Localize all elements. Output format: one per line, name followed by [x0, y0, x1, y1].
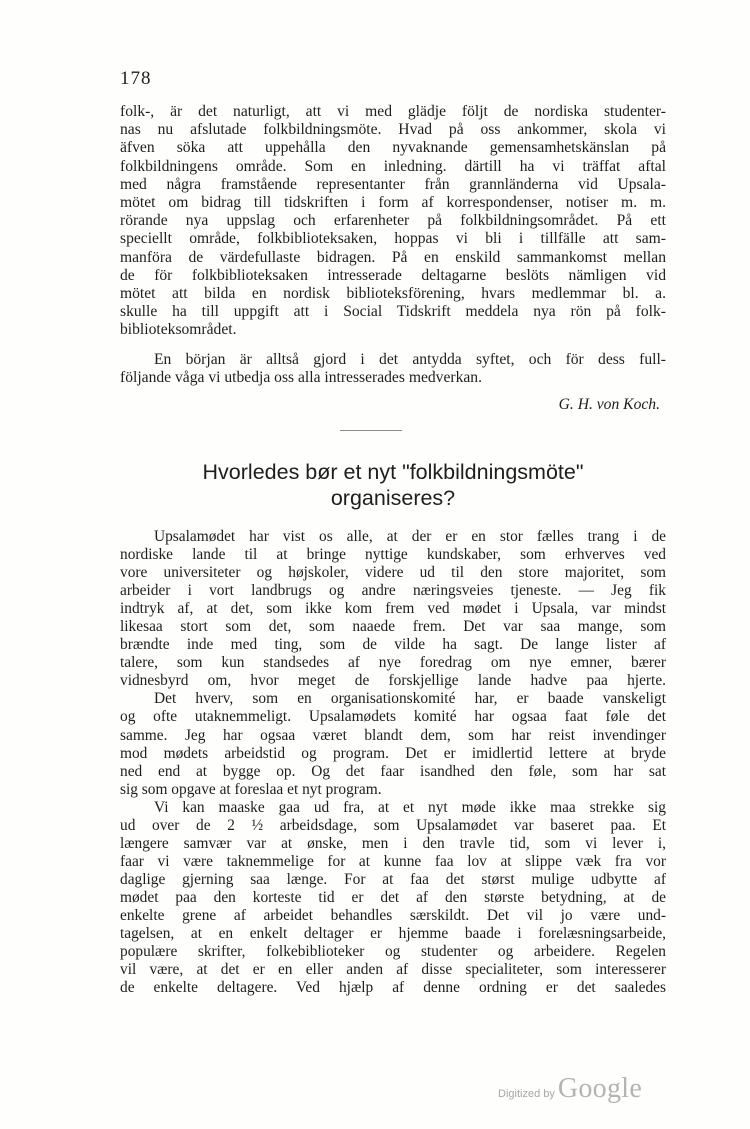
article-heading: [120, 459, 666, 511]
text-line: mod mødets arbeidstid og program. Det er imidlertid lettere at bryde: [120, 744, 666, 762]
text-line: folkbildningens område. Som en inledning. därtill ha vi träffat aftal: [120, 157, 666, 175]
text-line: mødet paa den korteste tid er det af den største betydning, at de: [120, 888, 666, 906]
text-line: de enkelte deltagere. Ved hjælp af denne ordning er det saaledes: [120, 979, 666, 997]
text-line: mötet att bilda en nordisk biblioteksförening, hvars medlemmar bl. a.: [120, 285, 666, 303]
text-line: og ofte utaknemmeligt. Upsalamødets komité har ogsaa faat føle det: [120, 708, 666, 726]
text-line: följande våga vi utbedja oss alla intresserades medverkan.: [120, 369, 482, 387]
paragraph-final: [120, 351, 666, 387]
text-line: biblioteksområdet.: [120, 321, 237, 339]
text-line: ned end at bygge op. Og det faar isandhed den føle, som har sat: [120, 762, 666, 780]
text-line: med några framstående representanter från grannländerna vid Upsala-: [120, 175, 666, 193]
text-line: vore universiteter og højskoler, videre ud til den store majoritet, som: [120, 564, 666, 582]
digitized-watermark: [498, 1073, 642, 1105]
text-line: brændte inde med ting, som de vilde ha sagt. De lange lister af: [120, 636, 666, 654]
text-line: nas nu afslutade folkbildningsmöte. Hvad på oss ankommer, skola vi: [120, 121, 666, 139]
text-line: rörande nya uppslag och erfarenheter på folkbildningsområdet. På ett: [120, 212, 666, 230]
text-line: ud over de 2 ½ arbeidsdage, som Upsalamødet var baseret paa. Et: [120, 816, 666, 834]
text-line: manföra de värdefullaste bidragen. På en enskild sammankomst mellan: [120, 248, 666, 266]
text-line: vil være, at det er en eller anden af disse specialiteter, som interesserer: [120, 961, 666, 979]
text-line: Upsalamødet har vist os alle, at der er en stor fælles trang i de: [154, 528, 666, 545]
text-line: arbeider i vort landbrugs og andre næringsveies tjeneste. — Jeg fik: [120, 582, 666, 600]
text-line: Vi kan maaske gaa ud fra, at et nyt møde ikke maa strekke sig: [154, 798, 666, 816]
text-line: indtryk af, at det, som ikke kom frem ved mødet i Upsala, var mindst: [120, 600, 666, 618]
text-line: sig som opgave at foreslaa et nyt program.: [120, 780, 382, 798]
watermark-caption: Digitized by: [498, 1088, 555, 1100]
text-line: de för folkbiblioteksaken intresserade deltagarne beslöts nämligen vid: [120, 266, 666, 284]
text-line: Det hverv, som en organisationskomité har, er baade vanskeligt: [154, 690, 666, 708]
text-line: enkelte grene af arbeidet behandles særskildt. Det vil jo være und-: [120, 906, 666, 924]
text-line: længere samvær var at ønske, men i den travle tid, som vi lever i,: [120, 834, 666, 852]
heading-line: organiseres?: [330, 486, 456, 510]
text-line: skulle ha till uppgift att i Social Tidskrift meddela nya rön på folk-: [120, 303, 666, 321]
text-line: speciellt område, folkbiblioteksaken, hoppas vi bli i tillfälle att sam-: [120, 230, 666, 248]
text-line: talere, som kun standsedes af nye foredrag om nye emner, bærer: [120, 654, 666, 672]
google-logo: Google: [557, 1073, 643, 1104]
paragraph-closing-note: [120, 103, 666, 340]
text-line: En början är alltså gjord i det antydda syftet, och för dess full-: [154, 351, 666, 368]
text-line: tagelsen, at en enkelt deltager er hjemme baade i forelæsningsarbeide,: [120, 925, 666, 943]
text-line: nordiske lande til at bringe nyttige kundskaber, som erhverves ved: [120, 546, 666, 564]
text-line: daglige gjerning saa længe. For at faa det størst mulige udbytte af: [120, 870, 666, 888]
article-body: [120, 528, 666, 997]
text-line: äfven söka att uppehålla den nyvaknande gemensamhetskänslan på: [120, 139, 666, 157]
text-line: mötet om bidrag till tidskriften i form af korrespondenser, notiser m. m.: [120, 194, 666, 212]
section-divider: [340, 430, 402, 431]
text-line: vidnesbyrd om, hvor meget de forskjellige lande hadve paa hjerte.: [120, 672, 666, 690]
text-line: populære skrifter, folkebiblioteker og studenter og arbeidere. Regelen: [120, 943, 666, 961]
text-line: likesaa stort som det, som naaede frem. Det var saa mange, som: [120, 618, 666, 636]
text-line: faar vi være taknemmelige for at kunne faa lov at slippe væk fra vor: [120, 852, 666, 870]
author-signature: G. H. von Koch.: [558, 396, 660, 413]
text-line: folk-, är det naturligt, att vi med glädje följt de nordiska studenter-: [120, 103, 666, 120]
text-line: samme. Jeg har ogsaa været blandt dem, som har reist invendinger: [120, 726, 666, 744]
page-number: 178: [120, 68, 152, 89]
heading-line: Hvorledes bør et nyt "folkbildningsmöte": [202, 460, 584, 484]
